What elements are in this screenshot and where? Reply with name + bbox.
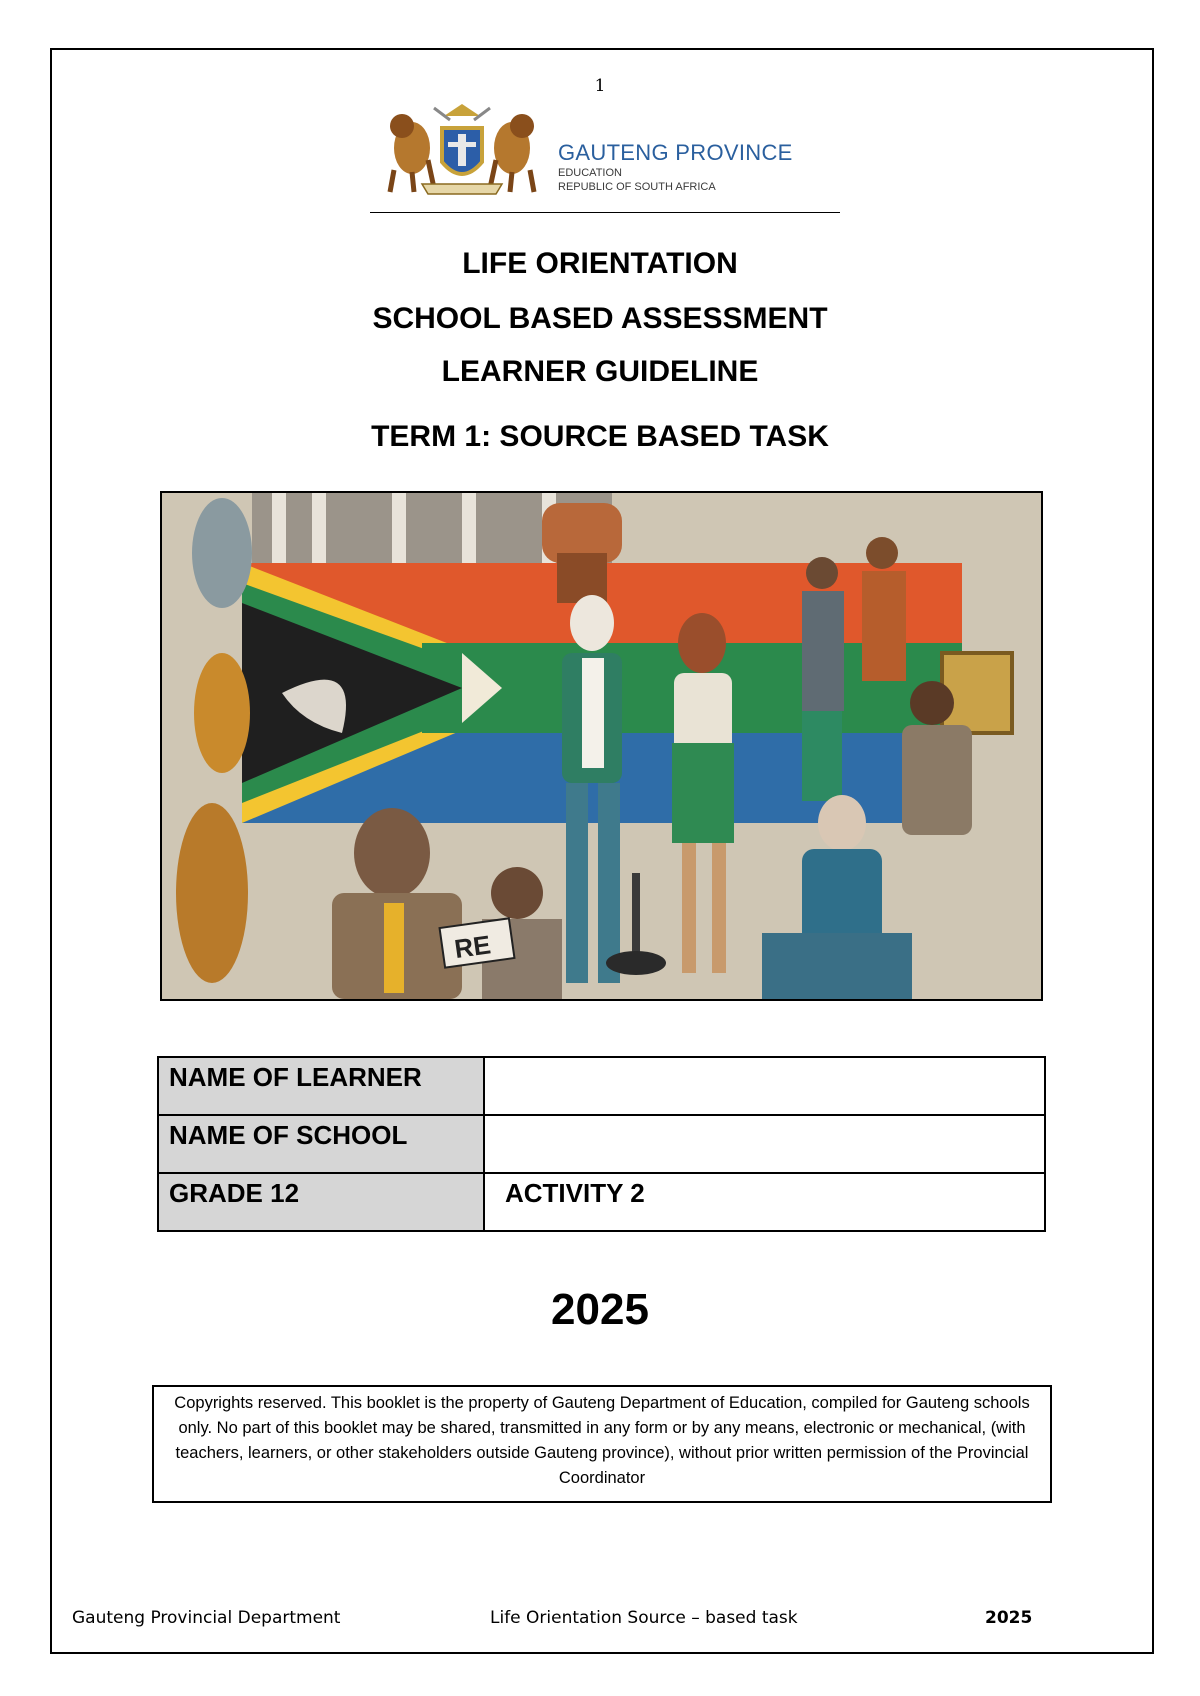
- activity-value: ACTIVITY 2: [484, 1173, 1045, 1231]
- left-lion-icon: [390, 114, 434, 192]
- right-lion-icon: [490, 114, 534, 192]
- learner-name-field[interactable]: [484, 1057, 1045, 1115]
- grade-label: GRADE 12: [158, 1173, 484, 1231]
- footer-document-title: Life Orientation Source – based task: [490, 1608, 798, 1628]
- brand-subtitle-education: EDUCATION: [558, 167, 622, 179]
- table-row: [158, 1173, 1045, 1231]
- page-number: 1: [594, 76, 606, 96]
- school-name-label: NAME OF SCHOOL: [158, 1115, 484, 1173]
- table-row: [158, 1057, 1045, 1115]
- copyright-notice: Copyrights reserved. This booklet is the property of Gauteng Department of Education, compiled for Gauteng schools only. No part of this booklet may be shared, transmitted in any form or by any means, electronic or mechanical, (with teachers, learners, or other stakeholders outside Gauteng province), without prior written permission of the Provincial Coordinator: [152, 1385, 1052, 1503]
- title-guideline: LEARNER GUIDELINE: [441, 355, 759, 388]
- header-divider: [370, 212, 840, 213]
- title-assessment: SCHOOL BASED ASSESSMENT: [372, 302, 828, 335]
- title-subject: LIFE ORIENTATION: [462, 247, 738, 280]
- school-name-field[interactable]: [484, 1115, 1045, 1173]
- cover-illustration-art: [162, 493, 1041, 999]
- title-term-task: TERM 1: SOURCE BASED TASK: [371, 420, 829, 453]
- table-row: [158, 1115, 1045, 1173]
- learner-info-table: [157, 1056, 1046, 1232]
- shield-icon: [434, 104, 490, 174]
- protest-sign-text: RE: [452, 929, 493, 965]
- footer-department: Gauteng Provincial Department: [72, 1608, 341, 1628]
- learner-name-label: NAME OF LEARNER: [158, 1057, 484, 1115]
- brand-subtitle-country: REPUBLIC OF SOUTH AFRICA: [558, 181, 716, 193]
- cover-illustration: [160, 491, 1043, 1001]
- brand-name: GAUTENG PROVINCE: [558, 140, 793, 165]
- footer-year: 2025: [985, 1608, 1033, 1628]
- year-heading: 2025: [551, 1285, 649, 1334]
